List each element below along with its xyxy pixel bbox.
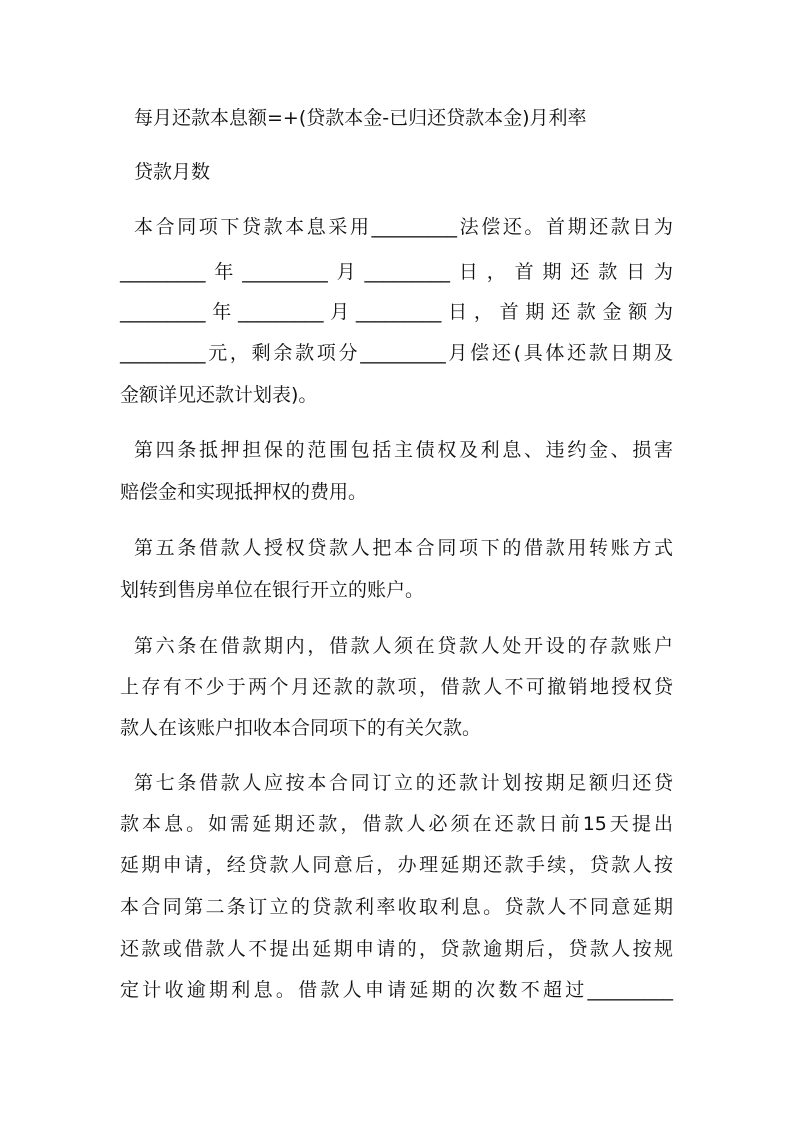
months-line: 贷款月数 bbox=[134, 161, 211, 183]
article-7-line-2: 款本息。如需延期还款，借款人必须在还款日前15天提出 bbox=[120, 813, 673, 835]
repayment-line-4: _________元，剩余款项分_________月偿还(具体还款日期及 bbox=[120, 342, 673, 364]
article-7-line-3: 延期申请，经贷款人同意后，办理延期还款手续，贷款人按 bbox=[120, 854, 673, 876]
article-6-line-1: 第六条在借款期内，借款人须在贷款人处开设的存款账户 bbox=[134, 635, 673, 657]
article-6-line-2: 上存有不少于两个月还款的款项，借款人不可撤销地授权贷 bbox=[120, 676, 673, 698]
article-7-line-5: 还款或借款人不提出延期申请的，贷款逾期后，贷款人按规 bbox=[120, 938, 673, 960]
repayment-line-2: _________年_________月_________日，首期还款日为 bbox=[120, 261, 673, 283]
article-6-line-3: 款人在该账户扣收本合同项下的有关欠款。 bbox=[120, 717, 482, 739]
repayment-line-5: 金额详见还款计划表)。 bbox=[120, 384, 318, 406]
formula-line: 每月还款本息额=+(贷款本金-已归还贷款本金)月利率 bbox=[134, 107, 587, 129]
article-7-line-4: 本合同第二条订立的贷款利率收取利息。贷款人不同意延期 bbox=[120, 896, 673, 918]
article-4-line-2: 赔偿金和实现抵押权的费用。 bbox=[120, 481, 368, 503]
article-7-line-6: 定计收逾期利息。借款人申请延期的次数不超过_________ bbox=[120, 979, 673, 1001]
article-5-line-1: 第五条借款人授权贷款人把本合同项下的借款用转账方式 bbox=[134, 537, 673, 559]
repayment-line-3: _________年_________月_________日，首期还款金额为 bbox=[120, 301, 673, 323]
article-5-line-2-visible: 划转到售房单位在银行开立的账户。 bbox=[120, 579, 425, 601]
article-4-line-1: 第四条抵押担保的范围包括主债权及利息、违约金、损害 bbox=[134, 439, 673, 461]
repayment-line-1: 本合同项下贷款本息采用_________法偿还。首期还款日为 bbox=[134, 216, 673, 238]
article-7-line-1: 第七条借款人应按本合同订立的还款计划按期足额归还贷 bbox=[134, 772, 673, 794]
